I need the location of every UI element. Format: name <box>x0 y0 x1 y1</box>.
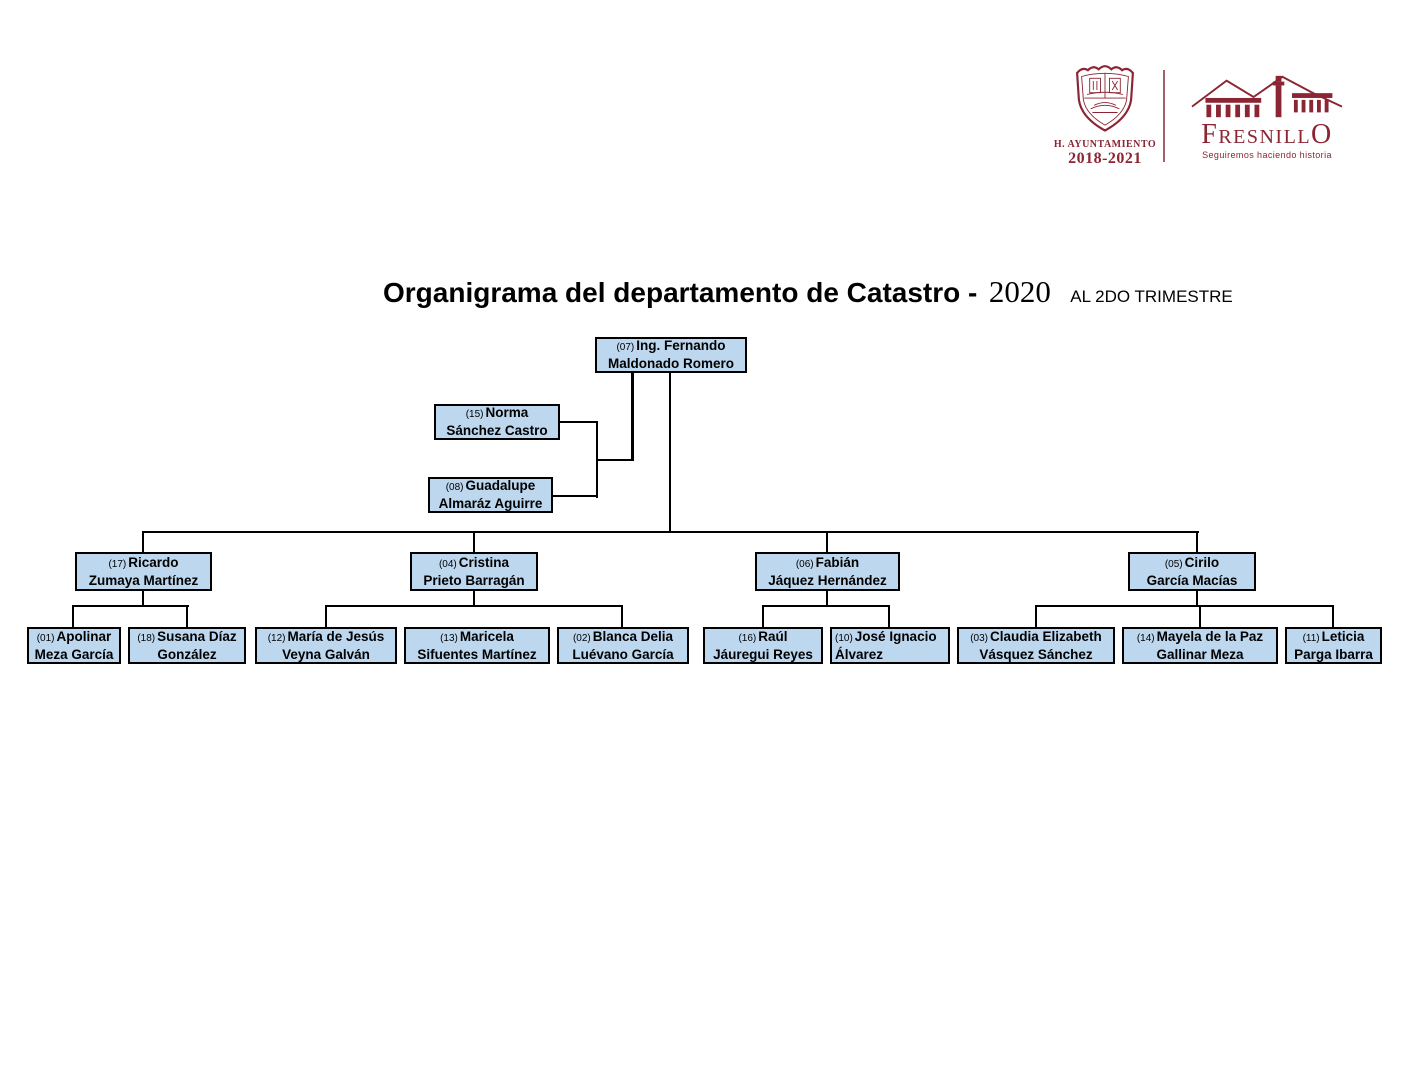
connector-line <box>762 605 890 607</box>
title-suffix: AL 2DO TRIMESTRE <box>1070 287 1233 306</box>
connector-line <box>1332 606 1334 627</box>
org-box-01: (01) Apolinar Meza García <box>27 627 121 664</box>
connector-line <box>596 422 598 498</box>
connector-line <box>553 495 598 497</box>
connector-line <box>888 606 890 627</box>
org-box-12: (12) María de Jesús Veyna Galván <box>255 627 397 664</box>
title-main: Organigrama del departamento de Catastro - <box>383 277 978 308</box>
connector-line <box>142 532 144 552</box>
connector-line <box>631 372 634 461</box>
org-box-18: (18) Susana Díaz González <box>128 627 246 664</box>
connector-line <box>186 606 188 627</box>
org-box-15: (15) Norma Sánchez Castro <box>434 404 560 440</box>
org-box-07: (07) Ing. Fernando Maldonado Romero <box>595 337 747 373</box>
org-box-14: (14) Mayela de la Paz Gallinar Meza <box>1122 627 1278 664</box>
connector-line <box>1035 606 1037 627</box>
ayuntamiento-term: 2018-2021 <box>1068 150 1142 167</box>
connector-line <box>325 606 327 627</box>
fresnillo-wordmark: FRESNILLO <box>1201 119 1333 150</box>
connector-line <box>72 605 189 607</box>
org-box-17: (17) Ricardo Zumaya Martínez <box>75 552 212 591</box>
connector-line <box>596 459 634 461</box>
fresnillo-tagline: Seguiremos haciendo historia <box>1202 150 1332 160</box>
org-box-13: (13) Maricela Sifuentes Martínez <box>404 627 550 664</box>
connector-line <box>826 532 828 552</box>
org-box-08: (08) Guadalupe Almaráz Aguirre <box>428 477 553 513</box>
connector-line <box>473 532 475 552</box>
connector-line <box>325 605 623 607</box>
title-year: 2020 <box>988 274 1051 309</box>
org-box-05: (05) Cirilo García Macías <box>1128 552 1256 591</box>
org-box-04: (04) Cristina Prieto Barragán <box>410 552 538 591</box>
ayuntamiento-label: H. AYUNTAMIENTO <box>1053 139 1157 150</box>
org-box-16: (16) Raúl Jáuregui Reyes <box>703 627 823 664</box>
connector-line <box>560 421 598 423</box>
connector-line <box>669 372 671 533</box>
connector-line <box>142 531 1199 533</box>
connector-line <box>621 606 623 627</box>
connector-line <box>72 606 74 627</box>
connector-line <box>1196 532 1198 552</box>
org-box-03: (03) Claudia Elizabeth Vásquez Sánchez <box>957 627 1115 664</box>
org-box-11: (11) Leticia Parga Ibarra <box>1285 627 1382 664</box>
connector-line <box>1199 606 1201 627</box>
connector-line <box>1035 605 1334 607</box>
org-box-10: (10) José Ignacio Álvarez <box>830 627 950 664</box>
connector-line <box>762 606 764 627</box>
org-box-06: (06) Fabián Jáquez Hernández <box>755 552 900 591</box>
org-box-02: (02) Blanca Delia Luévano García <box>557 627 689 664</box>
